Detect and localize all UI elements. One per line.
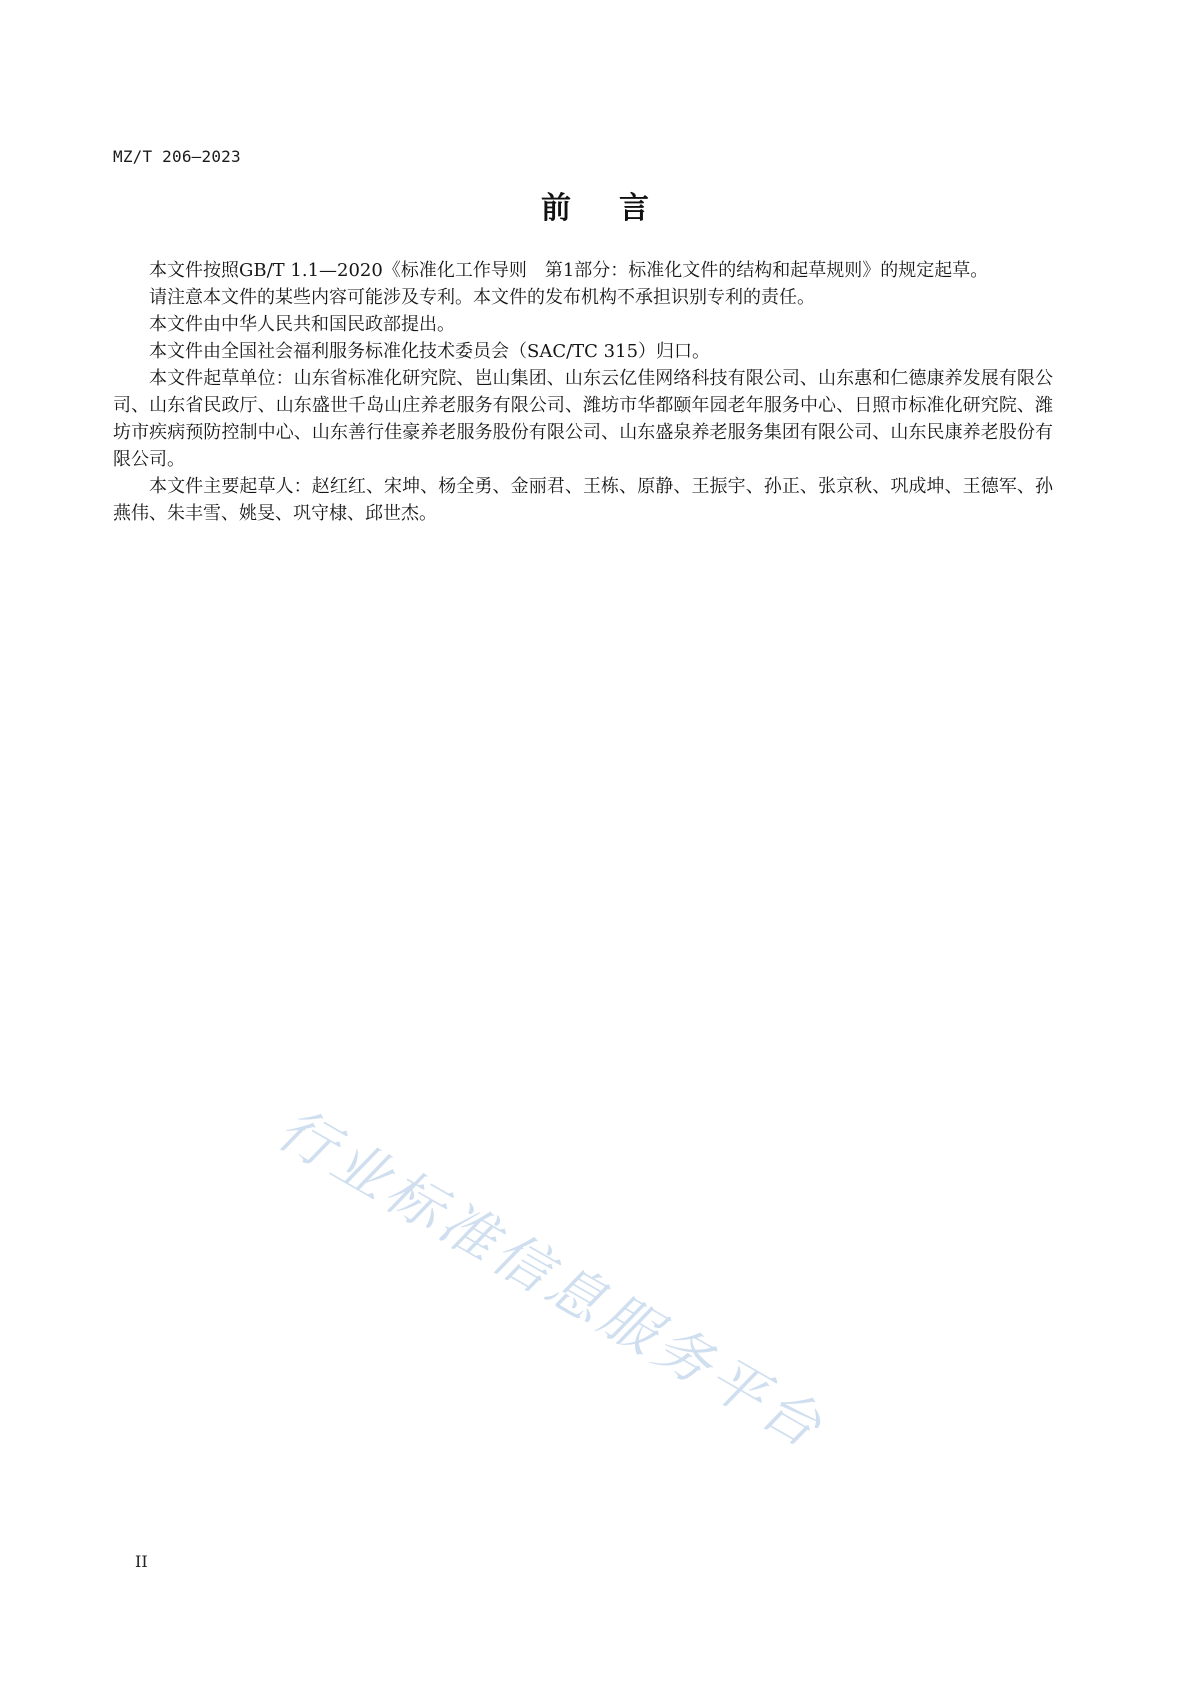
paragraph-patent-notice: 请注意本文件的某些内容可能涉及专利。本文件的发布机构不承担识别专利的责任。 (149, 287, 815, 308)
paragraph-centralized-management: 本文件由全国社会福利服务标准化技术委员会（SAC/TC 315）归口。 (149, 341, 711, 362)
paragraph-drafting-rules: 本文件按照GB/T 1.1—2020《标准化工作导则 第1部分：标准化文件的结构和起草规则》的规定起草。 (149, 260, 989, 281)
paragraph-drafting-units: 本文件起草单位：山东省标准化研究院、岜山集团、山东云亿佳网络科技有限公司、山东惠和仁德康养发展有限公司、山东省民政厅、山东盛世千岛山庄养老服务有限公司、潍坊市华都颐年园老年服务中心、日照市标准化研究院、潍坊市疾病预防控制中心、山东善行佳豪养老服务股份有限公司、山东盛泉养老服务集团有限公司、山东民康养老股份有限公司。 (113, 368, 1053, 470)
watermark: 行业标准信息服务平台 (266, 1096, 836, 1463)
page-title: 前言 (541, 191, 697, 226)
foreword-body (113, 257, 1053, 527)
document-code: MZ/T 206—2023 (113, 147, 241, 166)
paragraph-drafters: 本文件主要起草人：赵红红、宋坤、杨全勇、金丽君、王栋、原静、王振宇、孙正、张京秋、巩成坤、王德军、孙燕伟、朱丰雪、姚旻、巩守棣、邱世杰。 (113, 476, 1053, 524)
paragraph-proposer: 本文件由中华人民共和国民政部提出。 (149, 314, 455, 335)
page-number: II (135, 1552, 148, 1571)
